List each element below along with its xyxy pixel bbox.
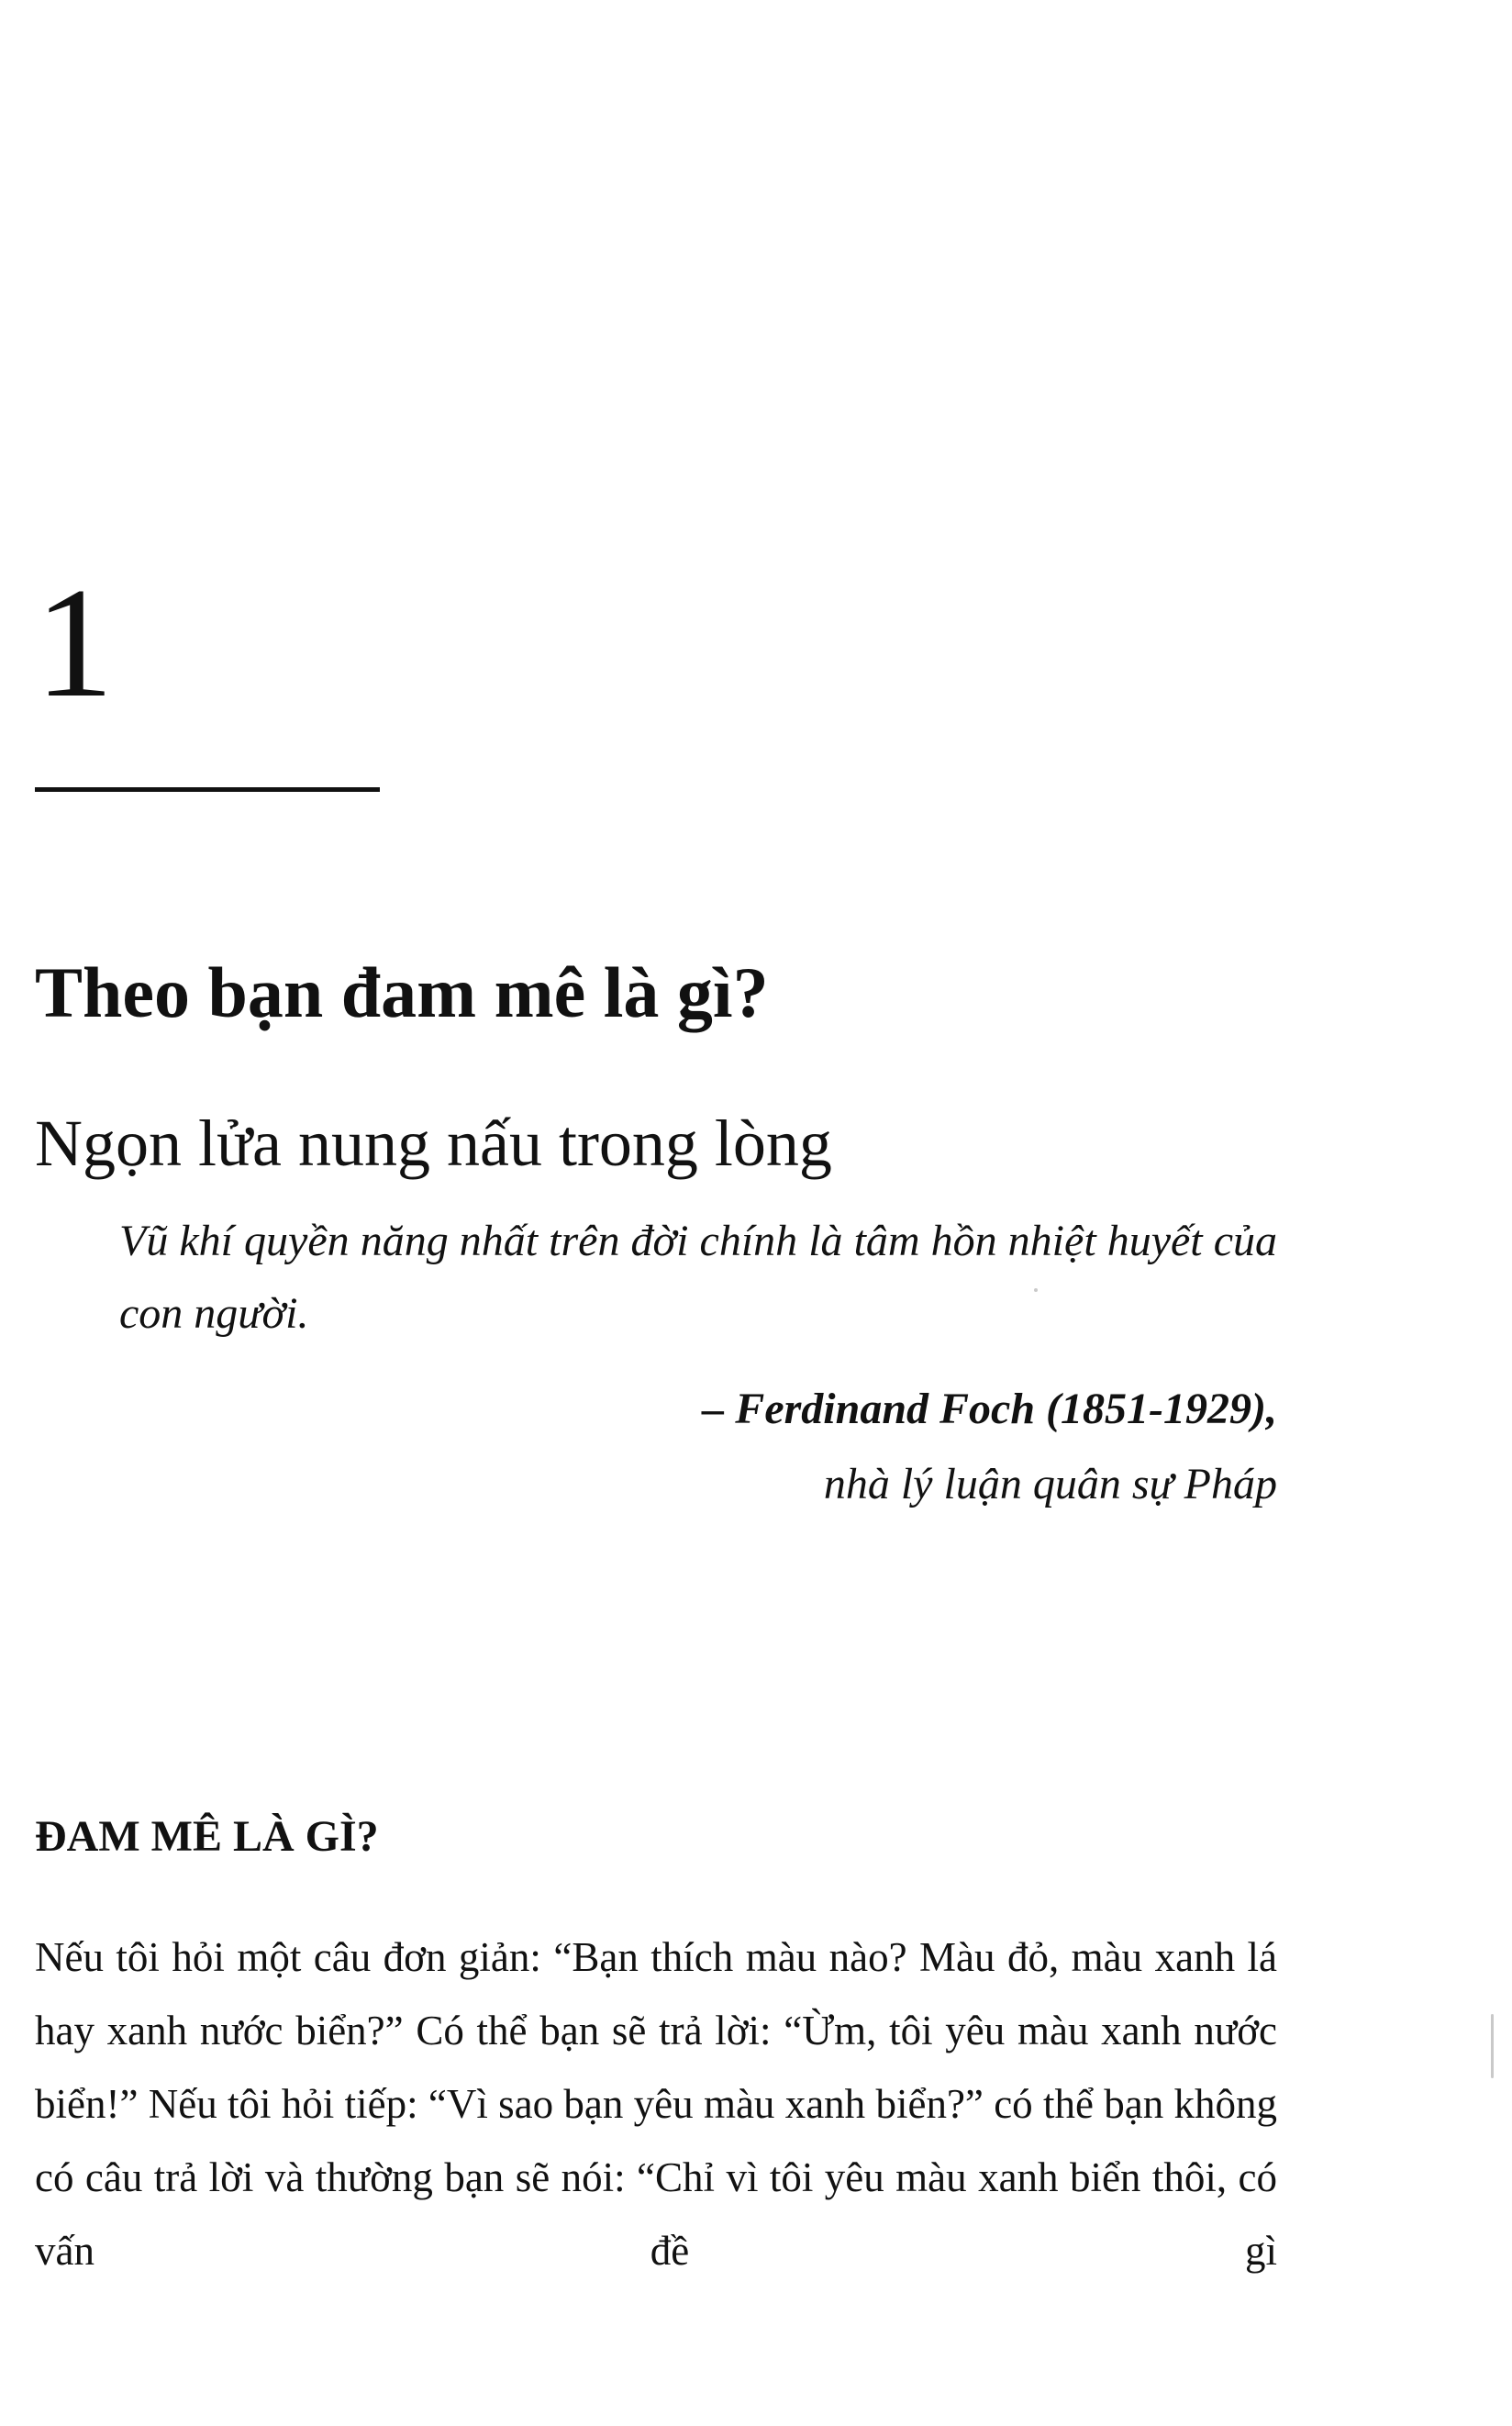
epigraph-author-role: nhà lý luận quân sự Pháp — [823, 1460, 1277, 1508]
section-heading: ĐAM MÊ LÀ GÌ? — [35, 1812, 379, 1861]
chapter-subtitle: Ngọn lửa nung nấu trong lòng — [35, 1106, 832, 1180]
epigraph-quote: Vũ khí quyền năng nhất trên đời chính là tâm hồn nhiệt huyết của con người. — [119, 1217, 1277, 1338]
chapter-divider — [35, 787, 380, 792]
body-paragraph: Nếu tôi hỏi một câu đơn giản: “Bạn thích màu nào? Màu đỏ, màu xanh lá hay xanh nước biển?” Có thể bạn sẽ trả lời: “Ừm, tôi yêu màu xanh nước biển!” Nếu tôi hỏi tiếp: “Vì sao bạn yêu màu xanh biển?” có thể bạn không có câu trả lời và thường bạn sẽ nói: “Chỉ vì tôi yêu màu xanh biển thôi, có vấn đề gì — [35, 1934, 1277, 2274]
chapter-number: 1 — [35, 556, 114, 730]
epigraph-author: – Ferdinand Foch (1851-1929), — [702, 1385, 1277, 1433]
scan-speck — [1491, 2014, 1494, 2078]
epigraph-attribution — [550, 1372, 1277, 1522]
scan-speck — [1034, 1288, 1038, 1292]
chapter-title: Theo bạn đam mê là gì? — [35, 952, 769, 1033]
